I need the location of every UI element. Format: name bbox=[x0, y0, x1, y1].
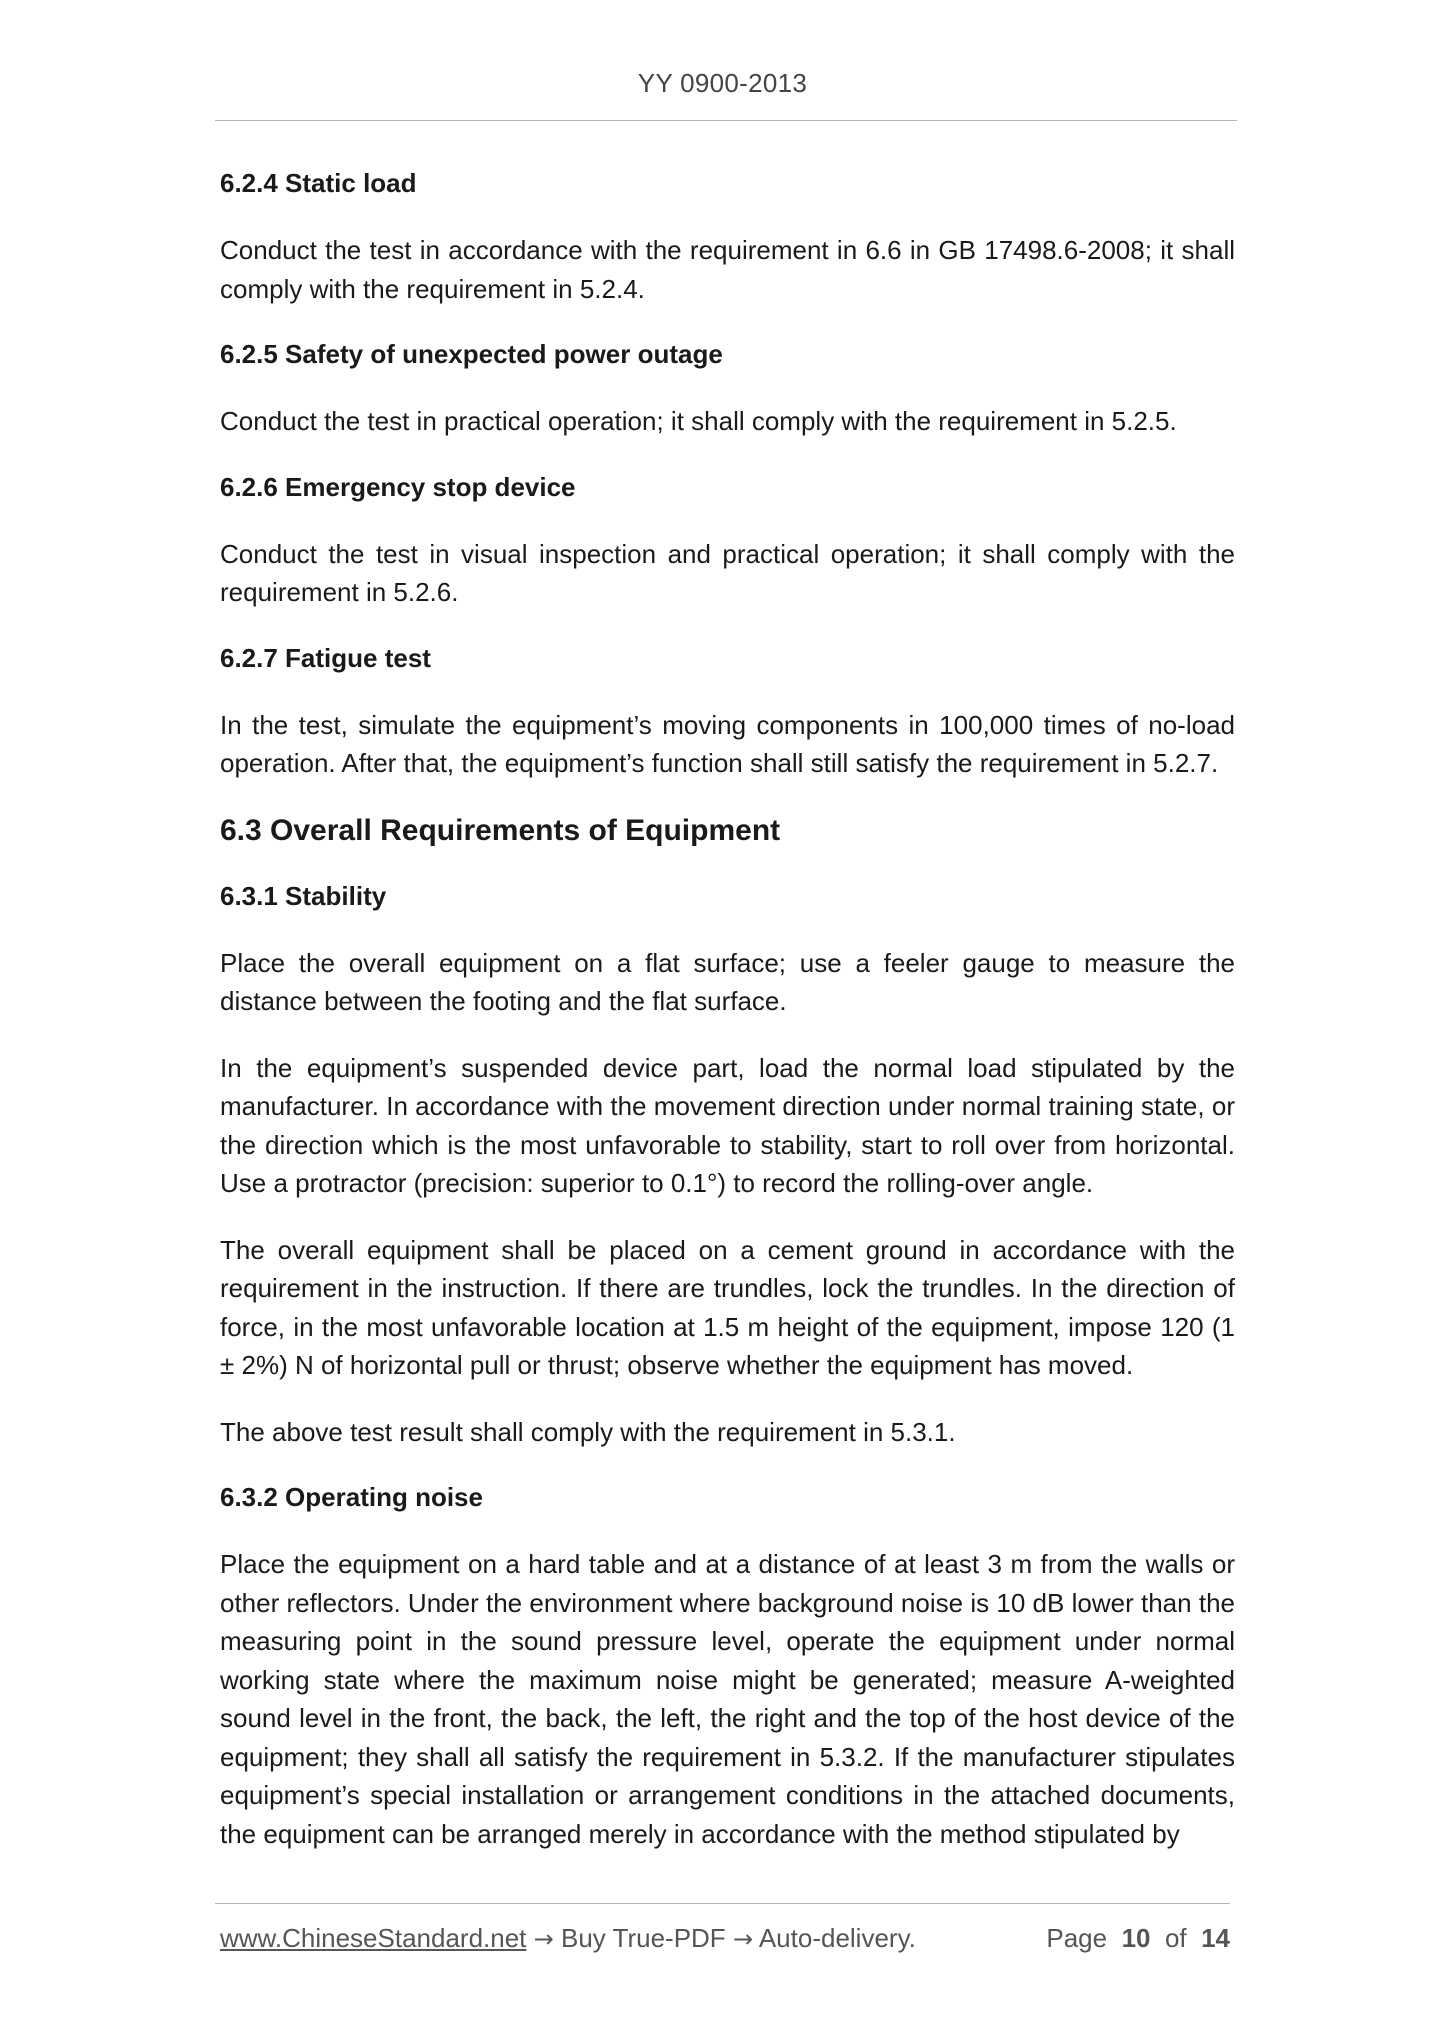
paragraph: The overall equipment shall be placed on a cement ground in accordance with the requirement in the instruction. If there are trundles, lock the trundles. In the direction of force, in the most unfavorable location at 1.5 m height of the equipment, impose 120 (1 ± 2%) N of horizontal pull or thrust; observe whether the equipment has moved. bbox=[220, 1234, 1235, 1380]
document-body bbox=[220, 165, 1235, 1881]
page-label: Page bbox=[1046, 1923, 1108, 1953]
section-heading: 6.2.4 Static load bbox=[220, 168, 417, 198]
page-total: 14 bbox=[1201, 1923, 1230, 1953]
footer-divider bbox=[215, 1903, 1230, 1904]
page-footer bbox=[220, 1920, 1230, 1956]
header-divider bbox=[215, 120, 1237, 121]
website-link[interactable]: www.ChineseStandard.net bbox=[220, 1923, 527, 1953]
paragraph: In the equipment’s suspended device part, load the normal load stipulated by the manufacturer. In accordance with the movement direction under normal training state, or the direction which is the most unfavorable to stability, start to roll over from horizontal. Use a protractor (precision: superior to 0.1°) to record the rolling-over angle. bbox=[220, 1052, 1235, 1198]
chapter-heading: 6.3 Overall Requirements of Equipment bbox=[220, 813, 781, 847]
buy-text: Buy True-PDF bbox=[560, 1923, 726, 1953]
section-heading: 6.2.6 Emergency stop device bbox=[220, 471, 576, 502]
paragraph: Conduct the test in practical operation; it shall comply with the requirement in 5.2.5. bbox=[220, 406, 1177, 436]
paragraph: Conduct the test in visual inspection and practical operation; it shall comply with the requirement in 5.2.6. bbox=[220, 538, 1235, 607]
section-heading: 6.2.7 Fatigue test bbox=[220, 642, 431, 673]
footer-promo bbox=[220, 1920, 916, 1957]
paragraph: The above test result shall comply with the requirement in 5.3.1. bbox=[220, 1416, 956, 1447]
page-number: 10 bbox=[1121, 1923, 1151, 1953]
paragraph: Conduct the test in accordance with the requirement in 6.6 in GB 17498.6-2008; it shall comply with the requirement in 5.2.4. bbox=[220, 235, 1235, 304]
section-heading: 6.3.2 Operating noise bbox=[220, 1482, 483, 1512]
section-heading: 6.3.1 Stability bbox=[220, 880, 387, 911]
paragraph: In the test, simulate the equipment’s moving components in 100,000 times of no-load operation. After that, the equipment’s function shall still satisfy the requirement in 5.2.7. bbox=[220, 709, 1235, 778]
paragraph: Place the equipment on a hard table and at a distance of at least 3 m from the walls or other reflectors. Under the environment where background noise is 10 dB lower than the measuring point in the sound pressure level, operate the equipment under normal working state where the maximum noise might be generated; measure A-weighted sound level in the front, the back, the left, the right and the top of the host device of the equipment; they shall all satisfy the requirement in 5.3.2. If the manufacturer stipulates equipment’s special installation or arrangement conditions in the attached documents, the equipment can be arranged merely in accordance with the method stipulated by bbox=[220, 1549, 1235, 1849]
page-indicator bbox=[1046, 1920, 1230, 1956]
delivery-text: Auto-delivery. bbox=[758, 1923, 916, 1953]
document-header-title: YY 0900-2013 bbox=[637, 68, 808, 98]
paragraph: Place the overall equipment on a flat surface; use a feeler gauge to measure the distance between the footing and the flat surface. bbox=[220, 947, 1235, 1016]
section-heading: 6.2.5 Safety of unexpected power outage bbox=[220, 339, 723, 369]
of-label: of bbox=[1164, 1923, 1187, 1953]
arrow-right-icon: → bbox=[533, 1925, 554, 1953]
arrow-right-icon: → bbox=[732, 1925, 754, 1953]
